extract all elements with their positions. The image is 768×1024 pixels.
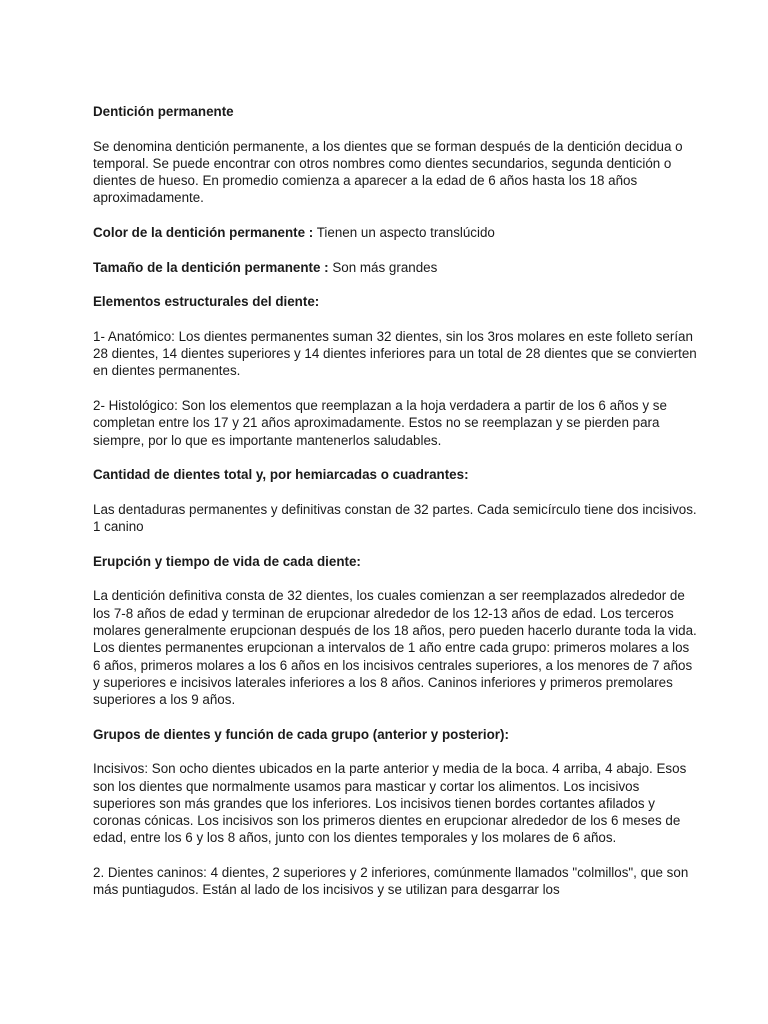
anatomic-paragraph: 1- Anatómico: Los dientes permanentes suman 32 dientes, sin los 3ros molares en este folleto serían 28 dientes, 14 dientes superiores y 14 dientes inferiores para un total de 28 dientes que se convierten en dientes permanentes. <box>93 328 697 379</box>
groups-heading: Grupos de dientes y función de cada grupo (anterior y posterior): <box>93 726 509 742</box>
color-value: Tienen un aspecto translúcido <box>313 225 495 241</box>
color-label: Color de la dentición permanente : <box>93 225 314 241</box>
size-value: Son más grandes <box>328 259 438 275</box>
incisors-paragraph: Incisivos: Son ocho dientes ubicados en la parte anterior y media de la boca. 4 arriba, 4 abajo. Esos son los dientes que normalmente usamos para masticar y cortar los alimentos. Los incisivos superiores son más grandes que los inferiores. Los incisivos tienen bordes cortantes afilados y coronas cónicas. Los incisivos son los primeros dientes en erupcionar alrededor de los 6 meses de edad, entre los 6 y los 8 años, junto con los dientes temporales y los molares de 6 años. <box>93 761 687 846</box>
document-title: Dentición permanente <box>93 104 234 119</box>
quantity-heading: Cantidad de dientes total y, por hemiarcadas o cuadrantes: <box>93 467 469 483</box>
size-line <box>93 259 698 276</box>
eruption-heading: Erupción y tiempo de vida de cada diente: <box>93 553 361 569</box>
structural-heading: Elementos estructurales del diente: <box>93 294 320 310</box>
canines-paragraph: 2. Dientes caninos: 4 dientes, 2 superiores y 2 inferiores, comúnmente llamados "colmillos", que son más puntiagudos. Están al lado de los incisivos y se utilizan para desgarrar los <box>93 865 689 898</box>
size-label: Tamaño de la dentición permanente : <box>93 259 329 275</box>
intro-paragraph: Se denomina dentición permanente, a los dientes que se forman después de la dentición decidua o temporal. Se puede encontrar con otros nombres como dientes secundarios, segunda dentición o dientes de hueso. En promedio comienza a aparecer a la edad de 6 años hasta los 18 años aproximadamente. <box>93 138 683 206</box>
histologic-paragraph: 2- Histológico: Son los elementos que reemplazan a la hoja verdadera a partir de los 6 años y se completan entre los 17 y 21 años aproximadamente. Estos no se reemplazan y se pierden para siempre, por lo que es importante mantenerlos saludables. <box>93 398 667 448</box>
eruption-paragraph: La dentición definitiva consta de 32 dientes, los cuales comienzan a ser reemplazados alrededor de los 7-8 años de edad y terminan de erupcionar alrededor de los 12-13 años de edad. Los terceros molares generalmente erupcionan después de los 18 años, pero pueden hacerlo durante toda la vida. Los dientes permanentes erupcionan a intervalos de 1 año entre cada grupo: primeros molares a los 6 años, primeros molares a los 6 años en los incisivos centrales superiores, a los menores de 7 años y superiores e incisivos laterales inferiores a los 8 años. Caninos inferiores y primeros premolares superiores a los 9 años. <box>93 588 697 708</box>
color-line <box>93 224 698 241</box>
quantity-paragraph: Las dentaduras permanentes y definitivas constan de 32 partes. Cada semicírculo tiene dos incisivos. 1 canino <box>93 501 697 535</box>
